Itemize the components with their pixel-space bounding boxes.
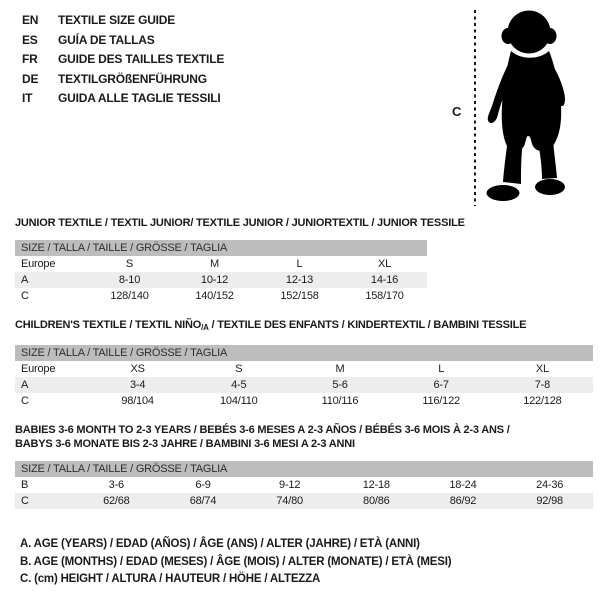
children-size-table xyxy=(15,345,593,409)
language-code: FR xyxy=(22,52,38,66)
table-cell: 116/122 xyxy=(422,395,460,407)
row-label: B xyxy=(21,479,29,491)
table-cell: 12-13 xyxy=(257,272,342,288)
babies-table-title: BABIES 3-6 MONTH TO 2-3 YEARS / BEBÉS 3-6 MESES A 2-3 AÑOS / BÉBÉS 3-6 MOIS À 2-3 ANS / BABYS 3-6 MONATE BIS 2-3 JAHRE / BAMBINI 3-6 MESI A 2-3 ANNI xyxy=(15,424,510,450)
legend xyxy=(20,536,451,589)
table-cell: XL xyxy=(377,258,392,270)
table-cell: L xyxy=(438,363,445,375)
babies-table-section xyxy=(15,423,593,509)
table-cell: 122/128 xyxy=(523,395,562,407)
children-table-title: CHILDREN'S TEXTILE / TEXTIL $NIÑO_{/A}$ / TEXTILE DES ENFANTS / KINDERTEXTIL / BAMBINI TESSILE xyxy=(15,319,527,332)
size-header-bar: SIZE / TALLA / TAILLE / GRÖSSE / TAGLIA xyxy=(15,461,593,477)
table-cell: 4-5 xyxy=(188,377,289,393)
table-cell: 3-4 xyxy=(87,377,188,393)
table-cell: 152/158 xyxy=(280,290,319,302)
table-cell: 18-24 xyxy=(449,479,477,491)
guide-title: GUIDE DES TAILLES TEXTILE xyxy=(58,52,225,66)
table-cell: L xyxy=(296,258,303,270)
row-label: Europe xyxy=(21,363,56,375)
language-code: ES xyxy=(22,32,38,47)
language-row xyxy=(22,13,224,27)
table-cell: 3-6 xyxy=(108,479,124,491)
language-code: DE xyxy=(22,71,39,86)
table-row xyxy=(15,477,593,493)
height-measure-line xyxy=(474,10,476,206)
table-cell: 140/152 xyxy=(195,290,234,302)
guide-title: GUIDA ALLE TAGLIE TESSILI xyxy=(58,91,221,105)
junior-table-section xyxy=(15,216,593,304)
table-cell: 7-8 xyxy=(492,377,593,393)
language-code: EN xyxy=(22,13,39,27)
table-cell: 24-36 xyxy=(536,479,564,491)
table-cell: XS xyxy=(130,363,145,375)
legend-line: B. AGE (MONTHS) / EDAD (MESES) / ÂGE (MOIS) / ALTER (MONATE) / ETÀ (MESI) xyxy=(20,555,452,568)
language-row xyxy=(22,52,224,66)
children-table-section xyxy=(15,318,593,409)
row-label: C xyxy=(21,290,29,302)
measure-label-c: C xyxy=(452,104,462,119)
guide-title: TEXTILGRÖßENFÜHRUNG xyxy=(58,71,207,86)
table-cell: 8-10 xyxy=(87,272,172,288)
table-cell: XL xyxy=(535,363,549,375)
table-cell: S xyxy=(125,258,134,270)
table-cell: S xyxy=(235,363,243,375)
table-cell: 104/110 xyxy=(220,395,258,407)
legend-line: A. AGE (YEARS) / EDAD (AÑOS) / ÂGE (ANS) / ALTER (JAHRE) / ETÀ (ANNI) xyxy=(20,538,420,550)
table-row xyxy=(15,393,593,409)
table-cell: 110/116 xyxy=(321,395,359,407)
table-cell: 6-9 xyxy=(195,479,211,491)
size-header-bar: SIZE / TALLA / TAILLE / GRÖSSE / TAGLIA xyxy=(15,240,427,256)
table-cell: 74/80 xyxy=(246,493,333,509)
table-cell: 9-12 xyxy=(279,479,301,491)
guide-title: TEXTILE SIZE GUIDE xyxy=(58,13,176,27)
table-cell: 10-12 xyxy=(172,272,257,288)
guide-title: GUÍA DE TALLAS xyxy=(58,32,155,47)
row-label: A xyxy=(15,272,87,288)
table-cell: 14-16 xyxy=(342,272,427,288)
table-cell: 62/68 xyxy=(73,493,160,509)
table-cell: 92/98 xyxy=(506,493,593,509)
row-label: C xyxy=(15,493,73,509)
table-cell: 6-7 xyxy=(391,377,492,393)
table-row xyxy=(15,288,427,304)
language-row xyxy=(22,33,224,47)
language-code: IT xyxy=(22,91,33,105)
language-row xyxy=(22,91,224,105)
babies-size-table xyxy=(15,461,593,509)
table-cell: 128/140 xyxy=(110,290,149,302)
table-cell: 98/104 xyxy=(121,395,154,407)
table-cell: 12-18 xyxy=(362,479,390,491)
junior-size-table xyxy=(15,240,427,304)
table-row xyxy=(15,272,427,288)
legend-line: C. (cm) HEIGHT / ALTURA / HAUTEUR / HÖHE / ALTEZZA xyxy=(20,573,321,585)
language-row xyxy=(22,72,224,86)
table-cell: 5-6 xyxy=(289,377,390,393)
table-cell: 158/170 xyxy=(365,290,404,302)
junior-table-title: JUNIOR TEXTILE / TEXTIL JUNIOR/ TEXTILE JUNIOR / JUNIORTEXTIL / JUNIOR TESSILE xyxy=(15,217,465,229)
table-cell: 80/86 xyxy=(333,493,420,509)
table-row xyxy=(15,256,427,272)
row-label: Europe xyxy=(21,258,56,270)
table-cell: M xyxy=(335,363,345,375)
table-row xyxy=(15,377,593,393)
table-cell: M xyxy=(210,258,219,270)
baby-silhouette-icon xyxy=(481,6,573,208)
language-list xyxy=(22,13,224,111)
table-row xyxy=(15,493,593,509)
row-label: C xyxy=(21,395,29,407)
size-header-bar: SIZE / TALLA / TAILLE / GRÖSSE / TAGLIA xyxy=(15,345,593,361)
row-label: A xyxy=(15,377,87,393)
table-row xyxy=(15,361,593,377)
table-cell: 68/74 xyxy=(160,493,247,509)
table-cell: 86/92 xyxy=(420,493,507,509)
